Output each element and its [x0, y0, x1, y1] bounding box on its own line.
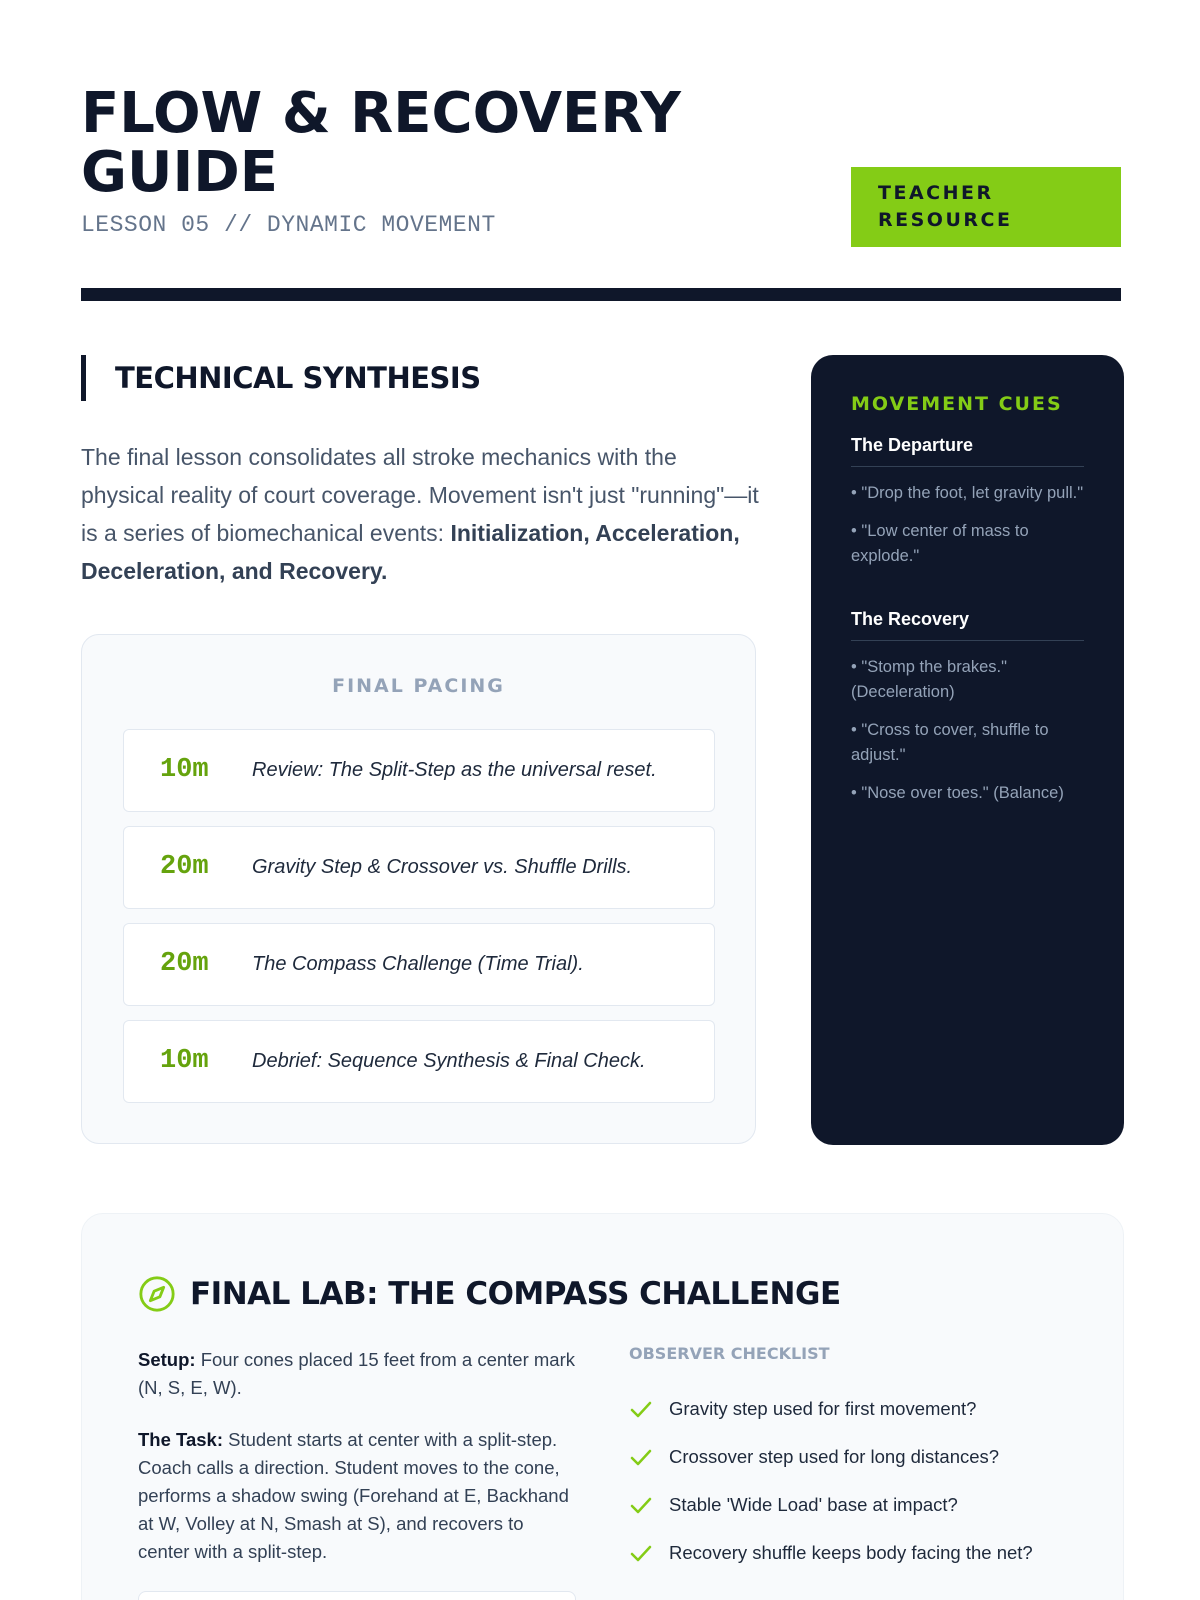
- cue-group-title: The Departure: [851, 435, 1084, 467]
- observer-checklist: [629, 1344, 1089, 1577]
- check-icon: [629, 1445, 653, 1469]
- checklist-item-label: Gravity step used for first movement?: [669, 1398, 977, 1419]
- checklist-item-label: Stable 'Wide Load' base at impact?: [669, 1494, 958, 1515]
- lab-notes-box: [138, 1591, 576, 1600]
- pacing-duration: 10m: [160, 755, 209, 785]
- cue-group-recovery: [851, 609, 1084, 806]
- lab-instructions: [138, 1346, 578, 1566]
- checklist-item: [629, 1481, 1089, 1529]
- cue-item: • "Nose over toes." (Balance): [851, 784, 1064, 802]
- checklist-item: [629, 1385, 1089, 1433]
- pacing-duration: 20m: [160, 949, 209, 979]
- lab-task: [138, 1426, 578, 1566]
- pacing-duration: 20m: [160, 852, 209, 882]
- checklist-item-label: Recovery shuffle keeps body facing the net?: [669, 1542, 1033, 1563]
- final-pacing-card: [81, 634, 756, 1144]
- pacing-row: [123, 923, 715, 1006]
- cue-item: • "Low center of mass to explode.": [851, 522, 1029, 565]
- task-text: Student starts at center with a split-step. Coach calls a direction. Student moves to the cone, performs a shadow swing (Forehand at E, Backhand at W, Volley at N, Smash at S), and recovers to center with a split-step.: [138, 1429, 569, 1562]
- setup-text: Four cones placed 15 feet from a center mark (N, S, E, W).: [138, 1349, 575, 1398]
- checklist-item: [629, 1529, 1089, 1577]
- cue-item: • "Cross to cover, shuffle to adjust.": [851, 721, 1049, 764]
- cue-item: • "Stomp the brakes." (Deceleration): [851, 658, 1007, 701]
- check-icon: [629, 1541, 653, 1565]
- pacing-row: [123, 1020, 715, 1103]
- final-lab-card: [81, 1213, 1124, 1600]
- movement-cues-panel: [811, 355, 1124, 1145]
- check-icon: [629, 1493, 653, 1517]
- section-heading-synthesis: TECHNICAL SYNTHESIS: [81, 355, 481, 401]
- cue-item: • "Drop the foot, let gravity pull.": [851, 484, 1084, 502]
- header-divider: [81, 288, 1121, 301]
- header: [81, 81, 1121, 238]
- intro-paragraph: [81, 438, 761, 590]
- lab-setup: [138, 1346, 578, 1402]
- pacing-activity: The Compass Challenge (Time Trial).: [252, 953, 584, 975]
- pacing-row: [123, 729, 715, 812]
- checklist-item-label: Crossover step used for long distances?: [669, 1446, 1000, 1467]
- intro-text: The final lesson consolidates all stroke mechanics with the physical reality of court coverage. Movement isn't just "running"—it is a series of biomechanical events:: [81, 444, 759, 546]
- setup-label: Setup:: [138, 1349, 196, 1370]
- pacing-activity: Debrief: Sequence Synthesis & Final Check.: [252, 1050, 646, 1072]
- pacing-row: [123, 826, 715, 909]
- teacher-resource-badge: TEACHER RESOURCE: [851, 167, 1121, 247]
- cues-title: MOVEMENT CUES: [851, 393, 1063, 415]
- check-icon: [629, 1397, 653, 1421]
- pacing-duration: 10m: [160, 1046, 209, 1076]
- lab-title: FINAL LAB: THE COMPASS CHALLENGE: [190, 1276, 841, 1312]
- checklist-title: OBSERVER CHECKLIST: [629, 1344, 830, 1363]
- compass-icon: [138, 1275, 176, 1313]
- checklist-item: [629, 1433, 1089, 1481]
- intro-bold-text: Initialization, Acceleration, Deceleration, and Recovery.: [81, 520, 740, 584]
- pacing-activity: Gravity Step & Crossover vs. Shuffle Drills.: [252, 856, 633, 878]
- task-label: The Task:: [138, 1429, 223, 1450]
- page-title: FLOW & RECOVERY GUIDE: [81, 81, 681, 205]
- lab-heading: [138, 1274, 841, 1314]
- pacing-activity: Review: The Split-Step as the universal reset.: [252, 759, 657, 781]
- lesson-subtitle: LESSON 05 // DYNAMIC MOVEMENT: [81, 212, 496, 238]
- pacing-title: FINAL PACING: [332, 675, 505, 697]
- cue-group-title: The Recovery: [851, 609, 1084, 641]
- cue-group-departure: [851, 435, 1084, 569]
